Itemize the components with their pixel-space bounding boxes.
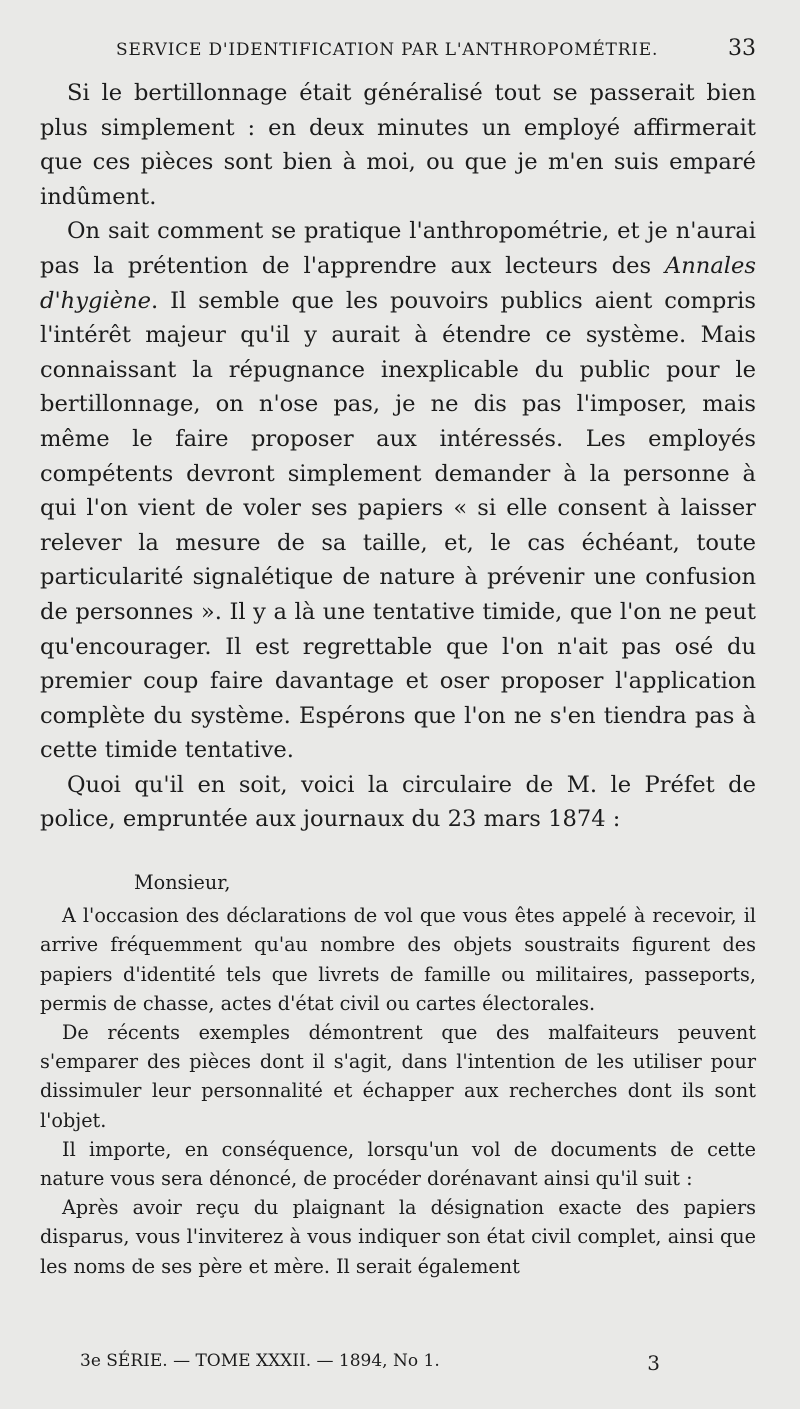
- signature-mark: 3: [647, 1351, 660, 1375]
- circular-paragraph-1: A l'occasion des déclarations de vol que vous êtes appelé à recevoir, il arrive fréquemment qu'au nombre des objets soustraits figurent des papiers d'identité tels que livrets de famille ou militaires, passeports, permis de chasse, actes d'état civil ou cartes électorales.: [40, 904, 756, 1015]
- paragraph-bertillonnage: Si le bertillonnage était généralisé tout se passerait bien plus simplement : en deux minutes un employé affirmerait que ces pièces sont bien à moi, ou que je m'en suis emparé indûment.: [40, 80, 756, 210]
- paragraph-anthropometrie-start: On sait comment se pratique l'anthropométrie, et je n'aurai pas la prétention de l'apprendre aux lecteurs des: [40, 218, 756, 279]
- running-header: [116, 36, 756, 61]
- journal-title: Annales d'hygiène: [40, 252, 756, 314]
- circular-paragraph-3: Il importe, en conséquence, lorsqu'un vol de documents de cette nature vous sera dénoncé, de procéder dorénavant ainsi qu'il suit :: [40, 1137, 756, 1191]
- paragraph-anthropometrie: [40, 214, 756, 768]
- main-text: [40, 76, 756, 837]
- series-line: 3e SÉRIE. — TOME XXXII. — 1894, No 1.: [80, 1351, 440, 1371]
- circular-paragraph-4: Après avoir reçu du plaignant la désignation exacte des papiers disparus, vous l'inviterez à vous indiquer son état civil complet, ainsi que les noms de ses père et mère. Il serait également: [40, 1196, 756, 1278]
- paragraph-circulaire-intro: Quoi qu'il en soit, voici la circulaire de M. le Préfet de police, empruntée aux journaux du 23 mars 1874 :: [40, 771, 756, 833]
- page-footer: [80, 1351, 660, 1375]
- paragraph-anthropometrie-rest: . Il semble que les pouvoirs publics aient compris l'intérêt majeur qu'il y aurait à étendre ce système. Mais connaissant la répugnance inexplicable du public pour le bertillonnage, on n'ose pas, je ne dis pas l'imposer, mais même le faire proposer aux intéressés. Les employés compétents devront simplement demander à la personne à qui l'on vient de voler ses papiers « si elle consent à laisser relever la mesure de sa taille, et, le cas échéant, toute particularité signalétique de nature à prévenir une confusion de personnes ». Il y a là une tentative timide, que l'on ne peut qu'encourager. Il est regrettable que l'on n'ait pas osé du premier coup faire davantage et oser proposer l'application complète du système. Espérons que l'on ne s'en tiendra pas à cette timide tentative.: [40, 287, 756, 764]
- salutation: Monsieur,: [134, 871, 231, 894]
- circular-text: [40, 868, 756, 1281]
- page-number: 33: [728, 36, 756, 61]
- circular-paragraph-2: De récents exemples démontrent que des malfaiteurs peuvent s'emparer des pièces dont il s'agit, dans l'intention de les utiliser pour dissimuler leur personnalité et échapper aux recherches dont ils sont l'objet.: [40, 1021, 756, 1132]
- running-title: SERVICE D'IDENTIFICATION PAR L'ANTHROPOMÉTRIE.: [116, 40, 659, 60]
